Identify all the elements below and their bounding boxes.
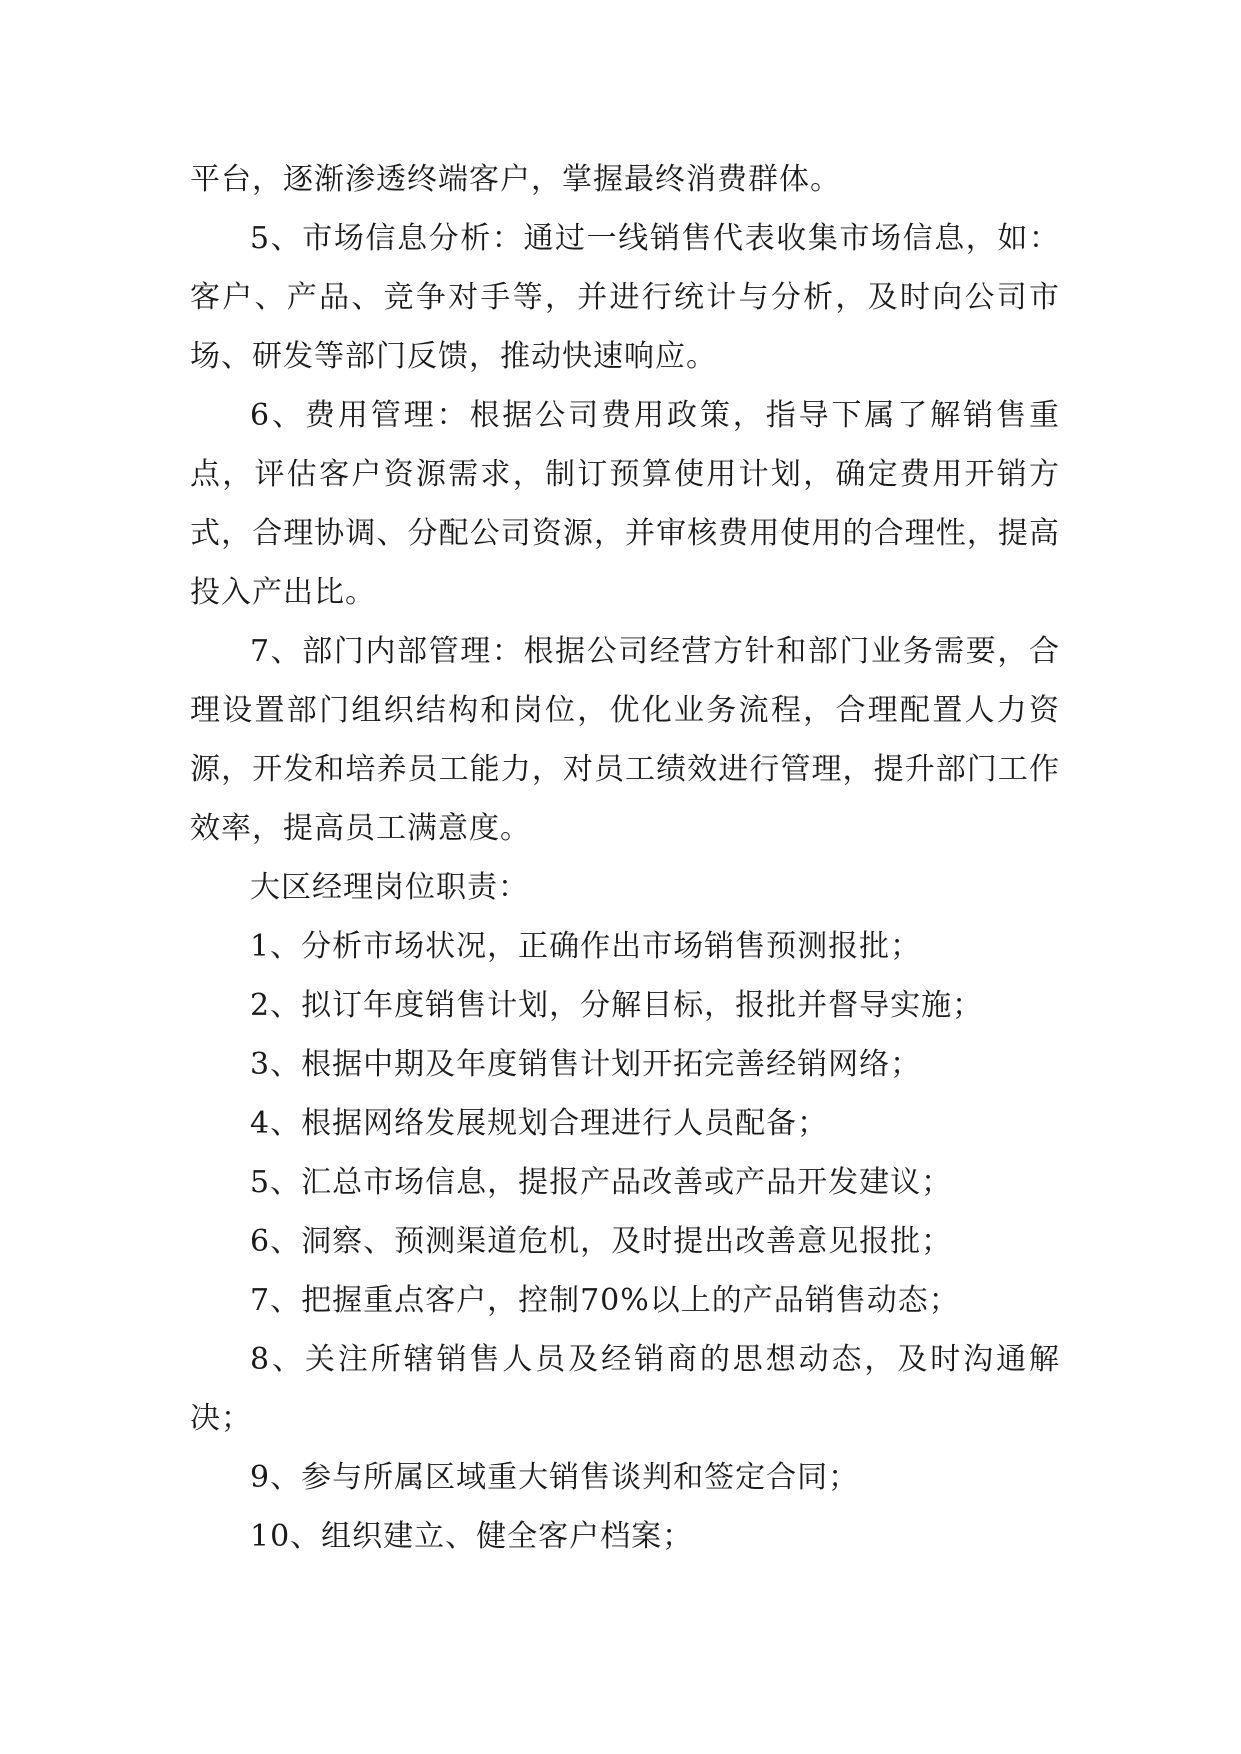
paragraph-market-info-analysis: 5、市场信息分析：通过一线销售代表收集市场信息，如：客户、产品、竞争对手等，并进行统计与分析，及时向公司市场、研发等部门反馈，推动快速响应。: [190, 221, 1060, 374]
duty-item-4: 4、根据网络发展规划合理进行人员配备；: [250, 1106, 829, 1141]
paragraph-cost-management: 6、费用管理：根据公司费用政策，指导下属了解销售重点，评估客户资源需求，制订预算使用计划，确定费用开销方式，合理协调、分配公司资源，并审核费用使用的合理性，提高投入产出比。: [190, 398, 1060, 610]
duty-item-5: 5、汇总市场信息，提报产品改善或产品开发建议；: [250, 1165, 953, 1200]
section-heading-regional-manager: 大区经理岗位职责：: [250, 870, 529, 905]
duty-item-2: 2、拟订年度销售计划，分解目标，报批并督导实施；: [250, 988, 984, 1023]
document-page: [190, 150, 1060, 1566]
duty-item-1: 1、分析市场状况，正确作出市场销售预测报批；: [250, 929, 922, 964]
duty-item-8: 8、关注所辖销售人员及经销商的思想动态，及时沟通解决；: [190, 1342, 1060, 1436]
paragraph-internal-management: 7、部门内部管理：根据公司经营方针和部门业务需要，合理设置部门组织结构和岗位，优化业务流程，合理配置人力资源，开发和培养员工能力，对员工绩效进行管理，提升部门工作效率，提高员工满意度。: [190, 634, 1060, 846]
duty-item-7: 7、把握重点客户，控制70%以上的产品销售动态；: [250, 1283, 960, 1318]
duty-item-10: 10、组织建立、健全客户档案；: [250, 1519, 694, 1554]
duty-item-3: 3、根据中期及年度销售计划开拓完善经销网络；: [250, 1047, 922, 1082]
duty-item-9: 9、参与所属区域重大销售谈判和签定合同；: [250, 1460, 860, 1495]
duty-item-6: 6、洞察、预测渠道危机，及时提出改善意见报批；: [250, 1224, 953, 1259]
paragraph-continuation: 平台，逐渐渗透终端客户，掌握最终消费群体。: [190, 162, 841, 197]
